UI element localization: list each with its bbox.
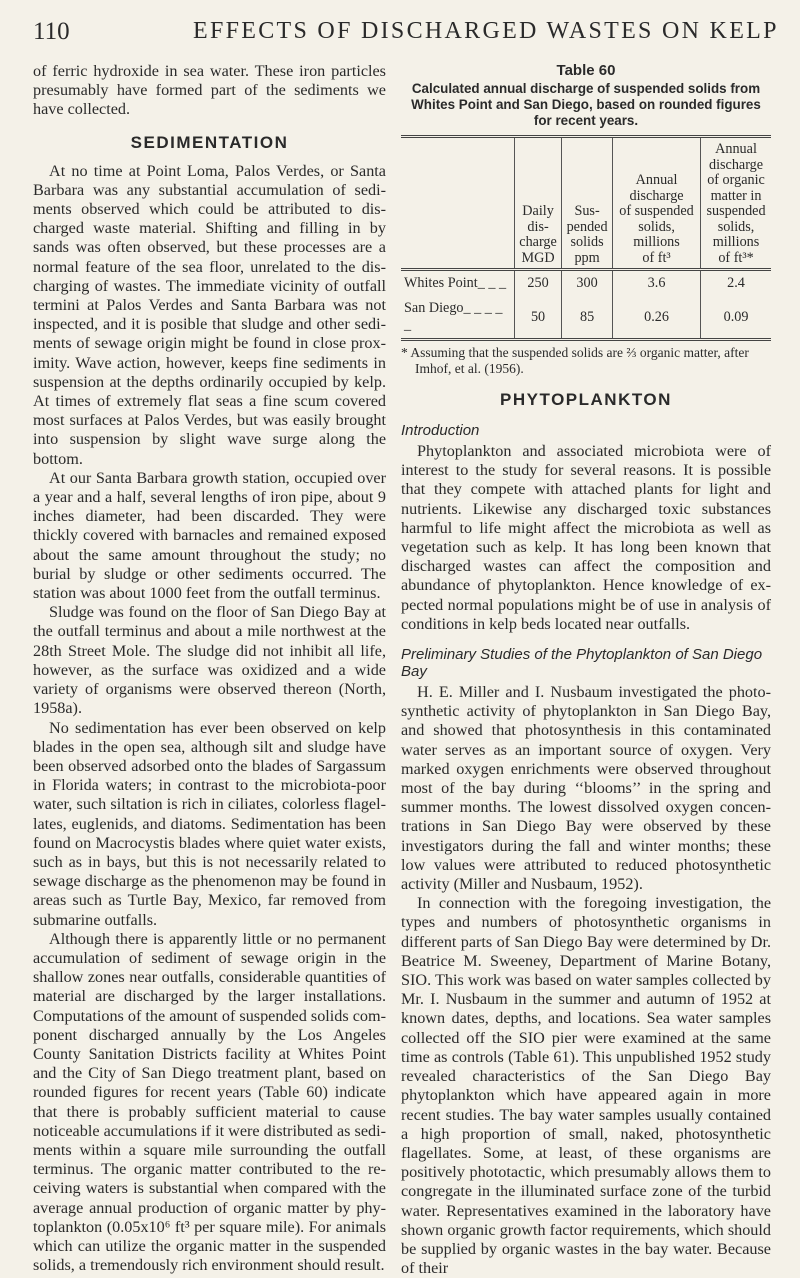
paragraph: At no time at Point Loma, Palos Verdes, or Santa Barbara was any substantial accumulation of sediments observed which could be attributed to discharged waste material. Shifting and filling in by sands was often observed, but these processes are a normal feature of the sea floor, unrelated to the discharging of wastes. The immediate vicinity of outfall termini at Palos Verdes and Santa Barbara was not inspected, and it is posible that sludge and other sediments of sewage origin might be found in close proximity. Wave action, however, keeps fine sediments in suspension at the depths ordinarily occupied by kelp. At times of extremely flat seas a fine scum covered most surfaces at Palos Verdes, but was easily brought into suspension by slight wave surge along the bottom. xyxy=(33,161,386,468)
header-cell-blank xyxy=(401,137,515,270)
row-label: San Diego_ _ _ _ _ xyxy=(404,300,503,333)
table-row xyxy=(401,296,771,340)
header-cell-annual-organic: Annual discharge of organic matter in suspended solids, millions of ft³* xyxy=(701,137,771,270)
discharge-table xyxy=(401,135,771,341)
table-cell: 85 xyxy=(562,296,613,340)
table-header-row xyxy=(401,137,771,270)
table-cell: 0.09 xyxy=(701,296,771,340)
running-header xyxy=(0,18,800,48)
right-column xyxy=(401,62,771,1278)
paragraph: No sedimentation has ever been observed on kelp blades in the open sea, although silt and sludge have been observed adsorbed onto the blades of Sargassum in Florida waters; in contrast to the microbiota-poor water, such siltation is rich in ciliates, colorless flagellates, euglenids, and diatoms. Sedimentation has been found on Macrocystis blades where quiet water exists, such as in bays, but this is not necessarily related to sewage discharge as the phenomenon may be found in areas such as Turtle Bay, Mexico, far removed from submarine outfalls. xyxy=(33,718,386,929)
header-cell-suspended-solids: Sus- pended solids ppm xyxy=(562,137,613,270)
subheading-preliminary-studies: Preliminary Studies of the Phytoplankton of San Diego Bay xyxy=(401,646,763,681)
table-footnote: * Assuming that the suspended solids are ⅔ organic matter, after Imhof, et al. (1956). xyxy=(401,345,749,376)
table-cell: 2.4 xyxy=(701,270,771,297)
table-cell: 300 xyxy=(562,270,613,297)
table-cell: 3.6 xyxy=(613,270,701,297)
section-heading-phytoplankton: PHYTOPLANKTON xyxy=(500,390,672,409)
paragraph: H. E. Miller and I. Nusbaum investigated the photosynthetic activity of phytoplankton in San Diego Bay, and showed that photosynthesis in this contaminated water serves as an important source of oxygen. Very marked oxygen enrichments were observed throughout most of the bay during ‘‘blooms’’ in the spring and summer months. The lowest dissolved oxygen concentrations in San Diego Bay were observed by these investigators during the fall and winter months; these low values were attributed to reduced photosynthetic activity (Miller and Nusbaum, 1952). xyxy=(401,683,771,894)
section-heading-sedimentation: SEDIMENTATION xyxy=(130,132,289,152)
table-caption: Calculated annual discharge of suspended solids from Whites Point and San Diego, based on rounded figures for recent years. xyxy=(411,81,761,128)
subheading-introduction: Introduction xyxy=(401,422,480,439)
page-number: 110 xyxy=(33,18,70,45)
header-cell-daily-discharge: Daily dis- charge MGD xyxy=(515,137,562,270)
paragraph: Although there is apparently little or no permanent accumulation of sediment of sewage origin in the shallow zones near outfalls, considerable quantities of material are discharged by the larger installations. Computations of the amount of suspended solids component discharged annually by the Los Angeles County Sanitation Districts facility at Whites Point and the City of San Diego treatment plant, based on rounded figures for recent years (Table 60) indicate that there is probably sufficient material to cause noticeable accumulations if it were distributed as sediments within a square mile surrounding the outfall terminus. The organic matter contributed to the receiving waters is substantial when compared with the average annual production of organic matter by phytoplankton (0.05x10⁶ ft³ per square mile). For animals which can utilize the organic matter in the suspended solids, a tremendously rich environment should result. xyxy=(33,929,386,1275)
table-cell: 250 xyxy=(515,270,562,297)
left-column xyxy=(33,62,386,1275)
table-cell: 0.26 xyxy=(613,296,701,340)
continued-paragraph: of ferric hydroxide in sea water. These iron particles presumably have formed part of the sediments we have collected. xyxy=(33,62,386,119)
header-cell-annual-suspended: Annual discharge of suspended solids, millions of ft³ xyxy=(613,137,701,270)
table-cell: 50 xyxy=(515,296,562,340)
row-label: Whites Point_ _ _ xyxy=(404,275,507,291)
paragraph: In connection with the foregoing investigation, the types and numbers of photosynthetic organisms in different parts of San Diego Bay were determined by Dr. Beatrice M. Sweeney, Department of Marine Botany, SIO. This work was based on water samples collected by Mr. I. Nusbaum in the summer and autumn of 1952 at known dates, depths, and locations. Sea water samples collected off the SIO pier were examined at the same time as controls (Table 61). This unpublished 1952 study revealed characteristics of the San Diego Bay phytoplankton which have appeared again in more recent studies. The bay water samples usually contained a high proportion of small, naked, photosynthetic flagellates. Some, at least, of these organisms are positively phototactic, which presumably allows them to congregate in the illuminated surface zone of the turbid water. Representatives examined in the laboratory have shown organic growth factor requirements, which should be supplied by organic wastes in the bay water. Because of their xyxy=(401,894,771,1278)
paragraph: Phytoplankton and associated microbiota were of interest to the study for several reasons. It is possible that they compete with attached plants for light and nutrients. Likewise any discharged toxic substances harmful to life might affect the microbiota as well as vegetation such as kelp. It has long been known that discharged wastes can affect the composition and abundance of phytoplankton. Hence knowledge of expected normal populations might be of use in analysis of conditions in kelp beds located near outfalls. xyxy=(401,442,771,633)
running-title: EFFECTS OF DISCHARGED WASTES ON KELP xyxy=(193,18,779,44)
paragraph: At our Santa Barbara growth station, occupied over a year and a half, several lengths of iron pipe, about 9 inches diameter, had been discarded. They were thickly covered with barnacles and remained exposed about the same amount throughout the study; no burial by sludge or other sediments occurred. The station was about 1000 feet from the outfall terminus. xyxy=(33,468,386,603)
table-row xyxy=(401,270,771,297)
paragraph: Sludge was found on the floor of San Diego Bay at the outfall terminus and about a mile northwest at the 28th Street Mole. The sludge did not inhibit all life, however, as the surface was oxidized and a wide variety of organisms were observed thereon (North, 1958a). xyxy=(33,603,386,718)
table-number: Table 60 xyxy=(556,62,616,79)
